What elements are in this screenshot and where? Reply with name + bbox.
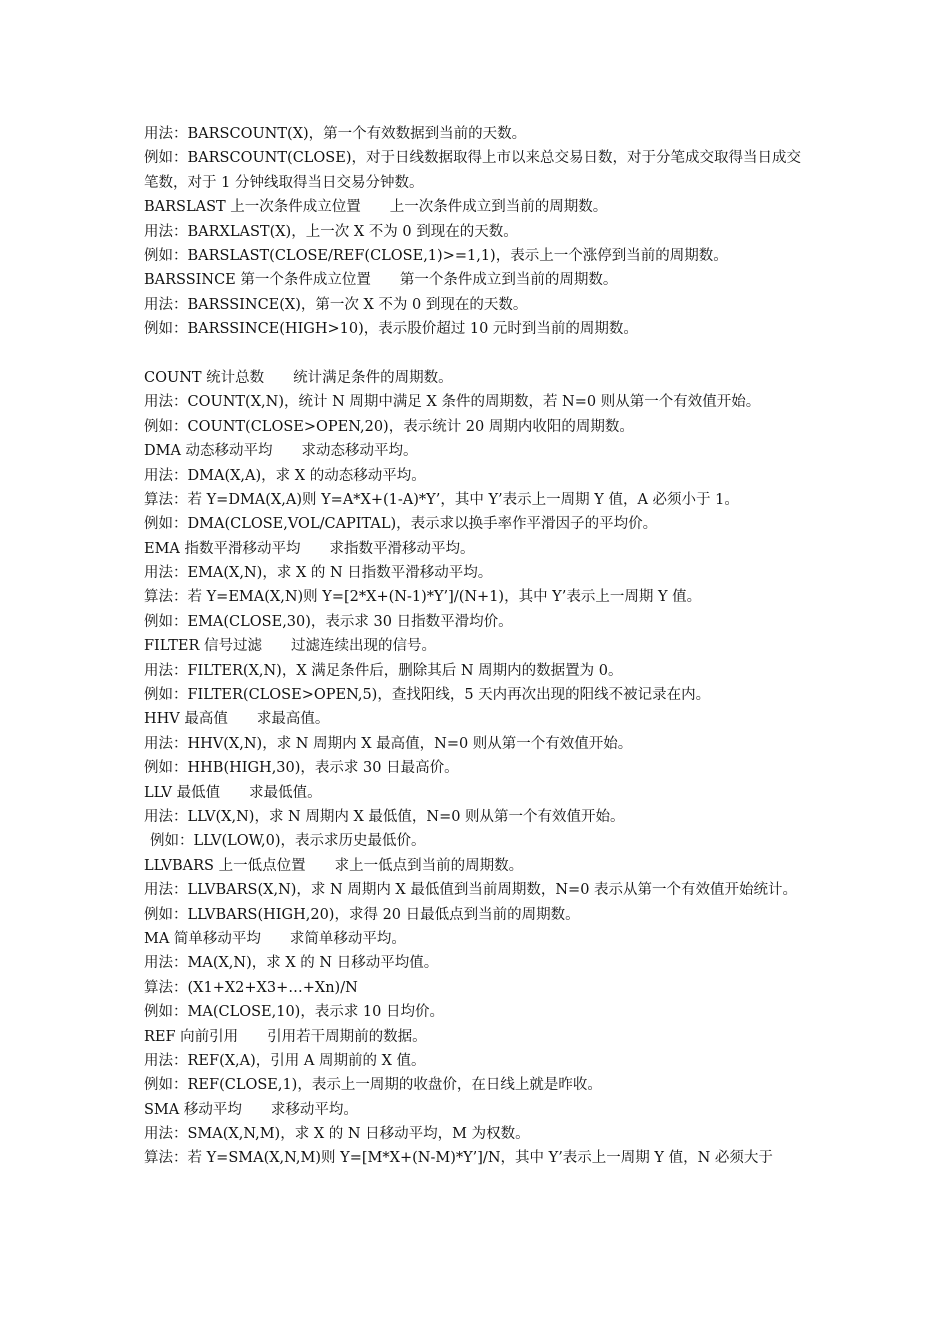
text-line: 例如：COUNT(CLOSE>OPEN,20)，表示统计 20 周期内收阳的周期数。 bbox=[144, 418, 634, 435]
text-line: 例如：DMA(CLOSE,VOL/CAPITAL)，表示求以换手率作平滑因子的平均价。 bbox=[144, 516, 658, 533]
text-line: 用法：HHV(X,N)，求 N 周期内 X 最高值，N=0 则从第一个有效值开始。 bbox=[144, 735, 633, 752]
text-line: 例如：LLV(LOW,0)，表示求历史最低价。 bbox=[150, 833, 426, 850]
text-line: 用法：BARSSINCE(X)，第一次 X 不为 0 到现在的天数。 bbox=[144, 296, 528, 313]
text-line: LLVBARS 上一低点位置 求上一低点到当前的周期数。 bbox=[144, 857, 524, 874]
text-line: 算法：若 Y=SMA(X,N,M)则 Y=[M*X+(N-M)*Y’]/N，其中 Y’表示上一周期 Y 值，N 必须大于 bbox=[144, 1150, 773, 1167]
text-line: 例如：REF(CLOSE,1)，表示上一周期的收盘价，在日线上就是昨收。 bbox=[144, 1077, 602, 1094]
text-line: BARSLAST 上一次条件成立位置 上一次条件成立到当前的周期数。 bbox=[144, 199, 608, 216]
text-line: HHV 最高值 求最高值。 bbox=[144, 711, 330, 728]
text-line: 用法：EMA(X,N)，求 X 的 N 日指数平滑移动平均。 bbox=[144, 565, 493, 582]
text-line: 算法：若 Y=EMA(X,N)则 Y=[2*X+(N-1)*Y’]/(N+1)，其中 Y’表示上一周期 Y 值。 bbox=[144, 589, 702, 606]
text-line: 用法：REF(X,A)，引用 A 周期前的 X 值。 bbox=[144, 1052, 426, 1069]
text-line: LLV 最低值 求最低值。 bbox=[144, 784, 322, 801]
text-line: FILTER 信号过滤 过滤连续出现的信号。 bbox=[144, 638, 437, 655]
text-line: 算法：若 Y=DMA(X,A)则 Y=A*X+(1-A)*Y’，其中 Y’表示上一周期 Y 值，A 必须小于 1。 bbox=[144, 491, 739, 508]
text-line: 例如：EMA(CLOSE,30)，表示求 30 日指数平滑均价。 bbox=[144, 613, 513, 630]
text-line: REF 向前引用 引用若干周期前的数据。 bbox=[144, 1028, 427, 1045]
text-line: 例如：MA(CLOSE,10)，表示求 10 日均价。 bbox=[144, 1004, 444, 1021]
text-line: 例如：LLVBARS(HIGH,20)，求得 20 日最低点到当前的周期数。 bbox=[144, 906, 580, 923]
text-line: 例如：BARSLAST(CLOSE/REF(CLOSE,1)>=1,1)，表示上一个涨停到当前的周期数。 bbox=[144, 247, 728, 264]
blank-line bbox=[144, 342, 814, 366]
text-line: 用法：LLV(X,N)，求 N 周期内 X 最低值，N=0 则从第一个有效值开始。 bbox=[144, 808, 625, 825]
text-line: 用法：DMA(X,A)，求 X 的动态移动平均。 bbox=[144, 467, 426, 484]
text-line: 例如：HHB(HIGH,30)，表示求 30 日最高价。 bbox=[144, 760, 459, 777]
text-line: COUNT 统计总数 统计满足条件的周期数。 bbox=[144, 369, 453, 386]
text-line: BARSSINCE 第一个条件成立位置 第一个条件成立到当前的周期数。 bbox=[144, 272, 618, 289]
text-line: 例如：BARSSINCE(HIGH>10)，表示股价超过 10 元时到当前的周期数。 bbox=[144, 321, 638, 338]
text-line: 用法：SMA(X,N,M)，求 X 的 N 日移动平均，M 为权数。 bbox=[144, 1126, 530, 1143]
text-line: 用法：FILTER(X,N)，X 满足条件后，删除其后 N 周期内的数据置为 0。 bbox=[144, 662, 623, 679]
text-line: 用法：BARXLAST(X)，上一次 X 不为 0 到现在的天数。 bbox=[144, 223, 518, 240]
text-line: SMA 移动平均 求移动平均。 bbox=[144, 1101, 358, 1118]
text-line: MA 简单移动平均 求简单移动平均。 bbox=[144, 930, 406, 947]
text-line: 用法：LLVBARS(X,N)，求 N 周期内 X 最低值到当前周期数，N=0 表示从第一个有效值开始统计。 bbox=[144, 882, 798, 899]
text-line: 用法：BARSCOUNT(X)，第一个有效数据到当前的天数。 bbox=[144, 126, 527, 142]
text-line: 算法：(X1+X2+X3+…+Xn)/N bbox=[144, 979, 358, 996]
text-line: 用法：COUNT(X,N)，统计 N 周期中满足 X 条件的周期数，若 N=0 则从第一个有效值开始。 bbox=[144, 394, 761, 411]
text-line: DMA 动态移动平均 求动态移动平均。 bbox=[144, 443, 418, 460]
text-line: EMA 指数平滑移动平均 求指数平滑移动平均。 bbox=[144, 540, 475, 557]
text-line: 例如：FILTER(CLOSE>OPEN,5)，查找阳线，5 天内再次出现的阳线不被记录在内。 bbox=[144, 687, 711, 704]
document-page bbox=[144, 122, 814, 1171]
text-line: 用法：MA(X,N)，求 X 的 N 日移动平均值。 bbox=[144, 955, 439, 972]
text-line: 例如：BARSCOUNT(CLOSE)，对于日线数据取得上市以来总交易日数，对于分笔成交取得当日成交笔数，对于 1 分钟线取得当日交易分钟数。 bbox=[144, 150, 801, 191]
